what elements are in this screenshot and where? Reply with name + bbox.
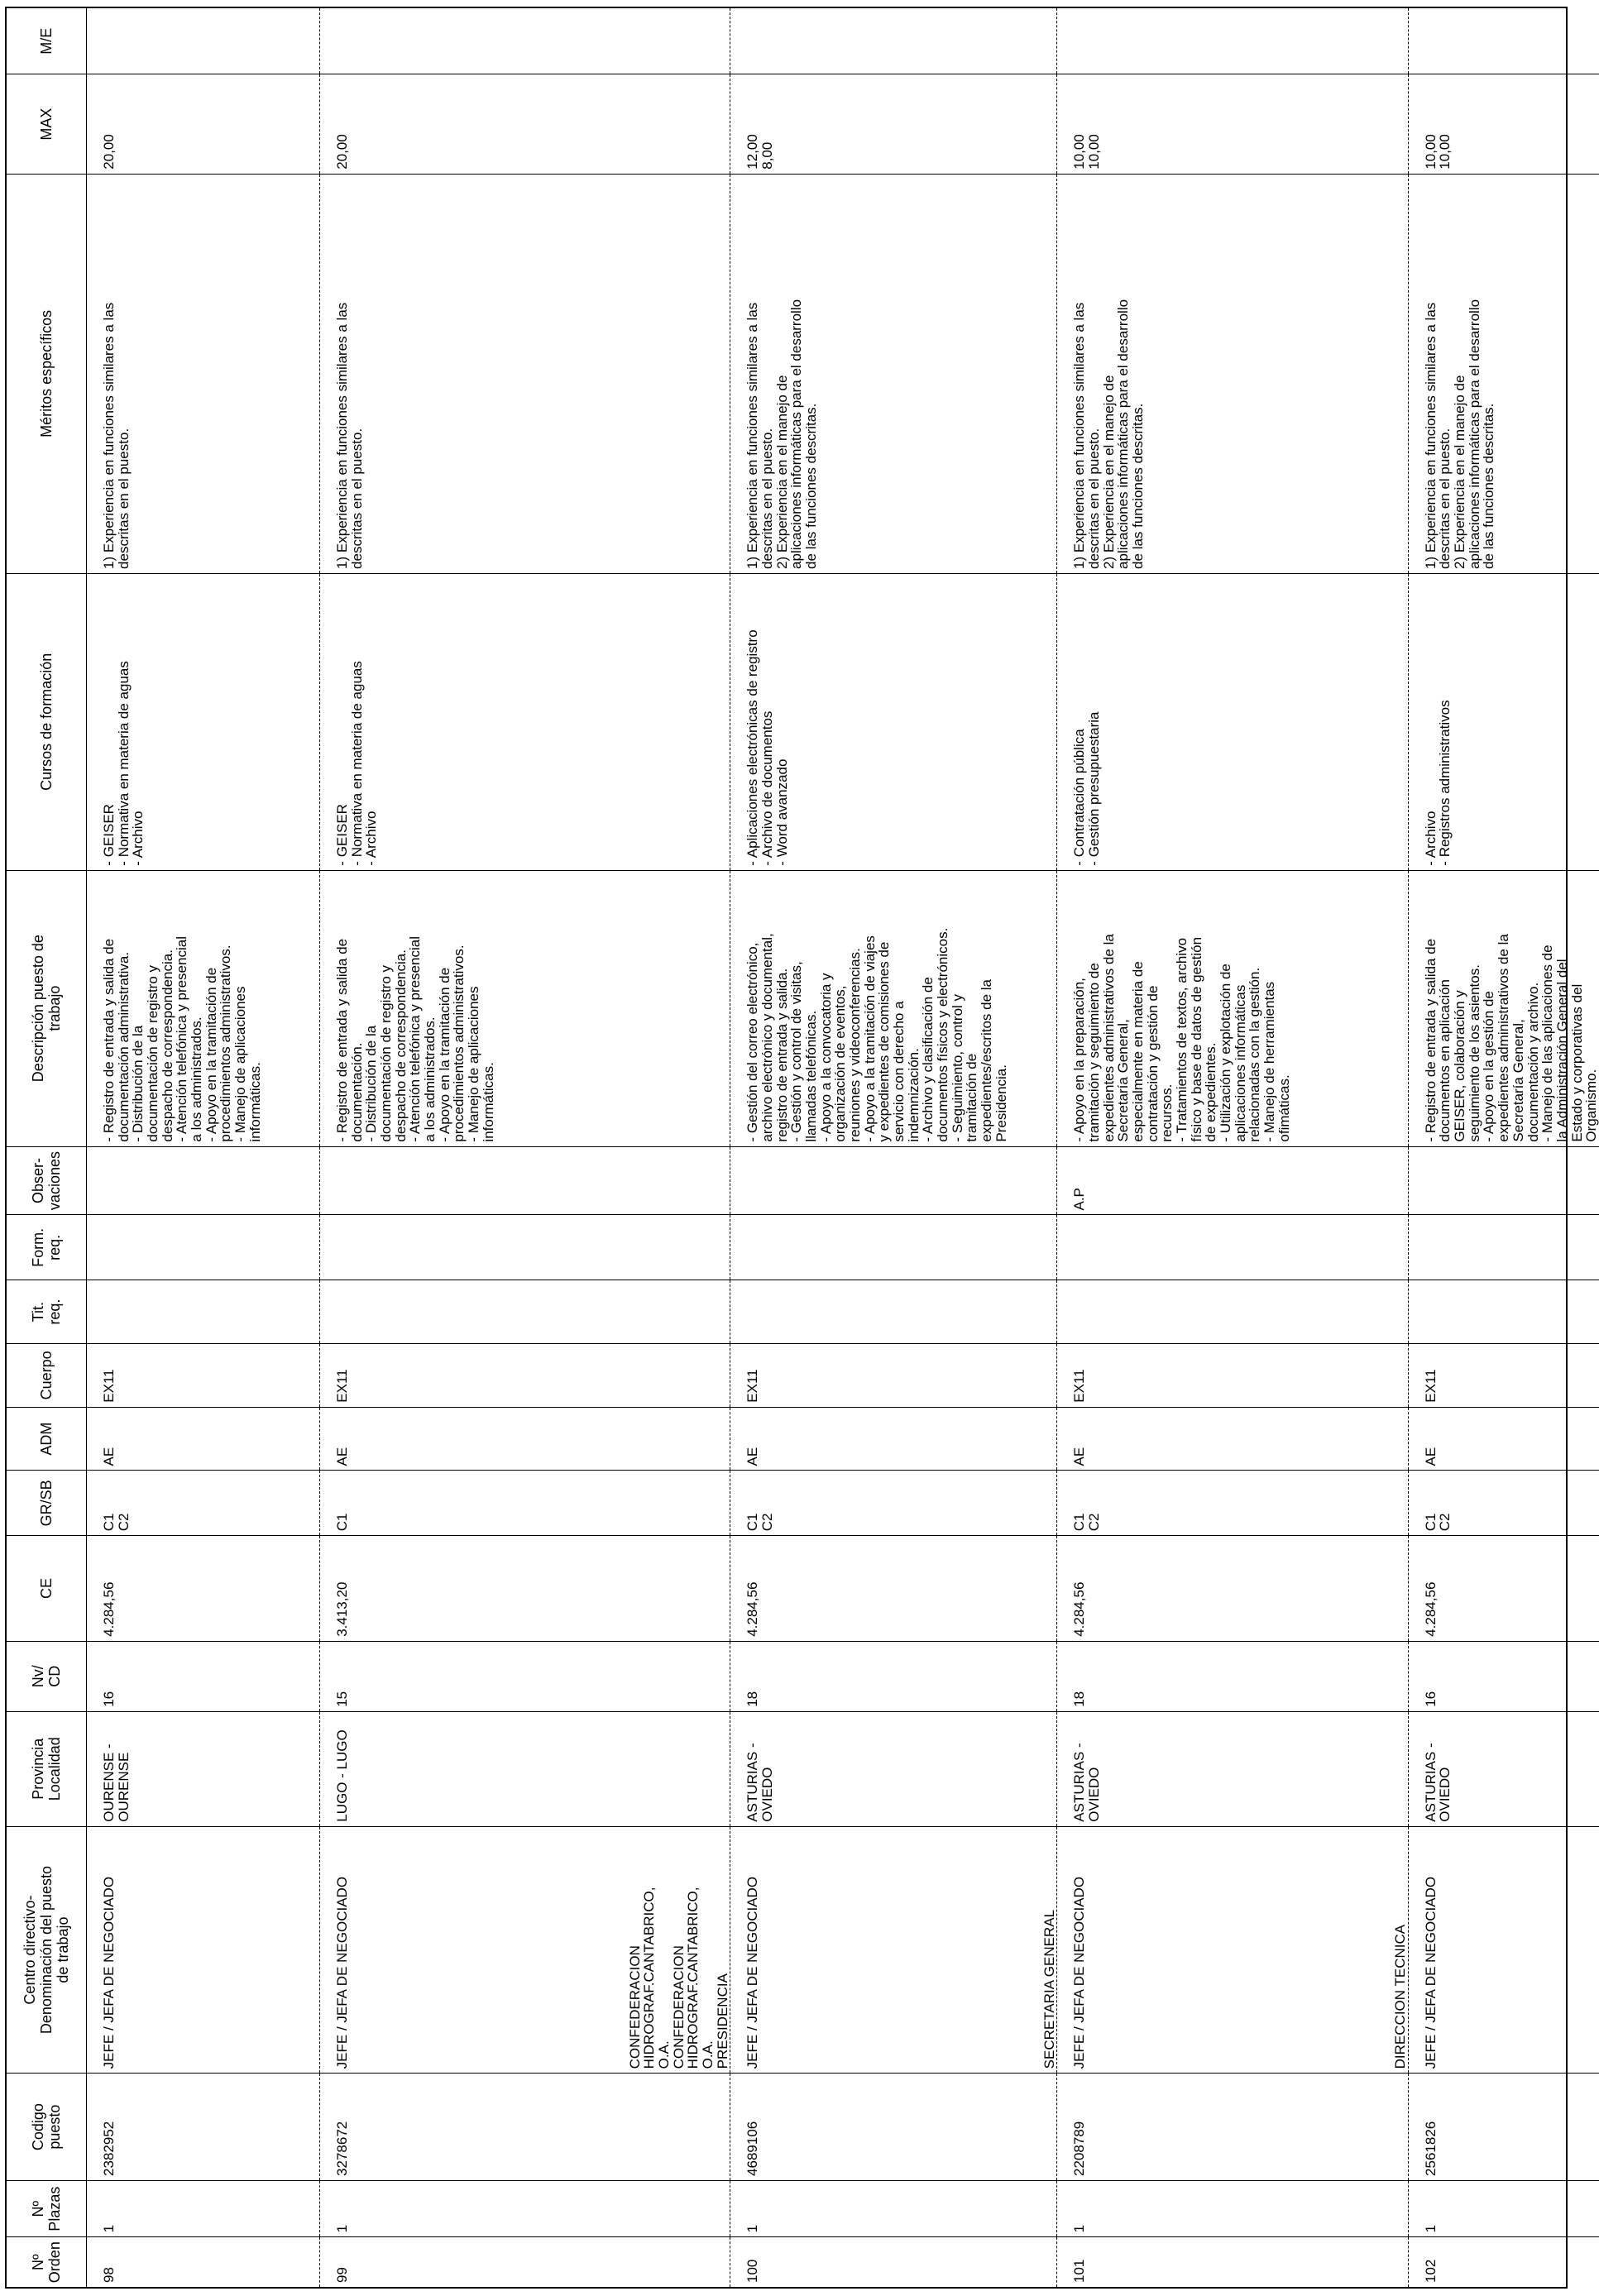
unit-cell-provincia <box>1360 1711 1409 1826</box>
rotated-table-frame <box>5 7 1599 2289</box>
cell-nivel <box>320 1641 628 1711</box>
cell-adm-text: AE <box>101 1447 117 1466</box>
cell-codigo-text: 2208789 <box>1071 2121 1088 2176</box>
cell-plazas-text: 1 <box>1422 2224 1439 2233</box>
unit-cell-orden <box>1008 2237 1057 2287</box>
unit-cell-adm <box>1360 1407 1409 1471</box>
cell-provincia <box>1408 1711 1599 1826</box>
unit-cell-adm <box>628 1407 730 1471</box>
unit-cell-tit <box>628 1280 730 1344</box>
cell-adm <box>1408 1407 1599 1471</box>
cell-nivel <box>1408 1641 1599 1711</box>
unit-cell-codigo <box>1360 2074 1409 2181</box>
unit-cell-grsb <box>628 1471 730 1536</box>
cell-form <box>1057 1215 1360 1280</box>
cell-codigo <box>320 2074 628 2181</box>
unit-cell-puesto <box>1360 1826 1409 2074</box>
cell-descripcion <box>320 870 628 1146</box>
unit-cell-descripcion <box>628 870 730 1146</box>
cell-cuerpo-text: EX11 <box>744 1369 761 1403</box>
cell-puesto <box>1057 1826 1360 2074</box>
cell-plazas <box>320 2180 628 2236</box>
unit-row <box>1360 8 1409 2287</box>
cell-grsb-text: C1 C2 <box>744 1513 775 1532</box>
vacancy-table <box>7 8 1599 2287</box>
header-tit: Tit. req. <box>7 1280 87 1344</box>
cell-meritos <box>1057 174 1360 573</box>
unit-cell-meritos <box>1360 174 1409 573</box>
cell-orden <box>730 2237 1009 2287</box>
unit-cell-puesto <box>1008 1826 1057 2074</box>
cell-nivel-text: 16 <box>1422 1691 1439 1707</box>
cell-provincia <box>1057 1711 1360 1826</box>
cell-provincia <box>320 1711 628 1826</box>
header-cuerpo: Cuerpo <box>7 1344 87 1408</box>
cell-provincia <box>730 1711 1009 1826</box>
cell-tit <box>320 1280 628 1344</box>
cell-max <box>1408 74 1599 174</box>
unit-cell-descripcion <box>1360 870 1409 1146</box>
cell-orden-text: 102 <box>1422 2259 1439 2283</box>
cell-orden <box>1057 2237 1360 2287</box>
cell-adm <box>87 1407 320 1471</box>
unit-cell-meritos <box>628 174 730 573</box>
unit-cell-provincia <box>1008 1711 1057 1826</box>
cell-codigo <box>1408 2074 1599 2181</box>
cell-max-text: 10,00 10,00 <box>1422 134 1453 170</box>
unit-cell-tit <box>1008 1280 1057 1344</box>
header-meritos: Méritos específicos <box>7 174 87 573</box>
cell-puesto <box>730 1826 1009 2074</box>
unit-cell-form <box>1008 1215 1057 1280</box>
unit-cell-me <box>1008 8 1057 74</box>
unit-cell-orden <box>628 2237 730 2287</box>
cell-adm-text: AE <box>1071 1447 1088 1466</box>
unit-row <box>1008 8 1057 2287</box>
unit-cell-cuerpo <box>1360 1344 1409 1408</box>
cell-me <box>320 8 628 74</box>
unit-cell-obs <box>1008 1146 1057 1215</box>
unit-cell-tit <box>1360 1280 1409 1344</box>
unit-cell-form <box>1360 1215 1409 1280</box>
header-cursos: Cursos de formación <box>7 573 87 870</box>
header-grsb: GR/SB <box>7 1471 87 1536</box>
cell-puesto-text: JEFE / JEFA DE NEGOCIADO <box>1422 1876 1439 2069</box>
cell-puesto-text: JEFE / JEFA DE NEGOCIADO <box>1071 1876 1088 2069</box>
cell-puesto-text: JEFE / JEFA DE NEGOCIADO <box>334 1876 350 2069</box>
cell-descripcion-text: - Gestión del correo electrónico, archivo electrónico y documental, registro de entrada y salida. - Gestión y control de visitas, llamadas telefónicas. - Apoyo a la convocatoria y organización de eventos, reuniones y videoconferencias. - Apoyo a la tramitación de viajes y expedientes de comisiones de servicio con derecho a indemnización. - Archivo y clasificación de documentos físicos y electrónicos. - Seguimiento, control y tramitación de expedientes/escritos de la Presidencia. <box>744 927 1009 1142</box>
cell-cuerpo-text: EX11 <box>101 1369 117 1403</box>
cell-ce-text: 4.284,56 <box>101 1581 117 1637</box>
cell-adm <box>730 1407 1009 1471</box>
unit-cell-nivel <box>1008 1641 1057 1711</box>
header-max: MAX <box>7 74 87 174</box>
cell-me <box>87 8 320 74</box>
unit-label: DIRECCION TECNICA <box>1392 1924 1409 2069</box>
header-me: M/E <box>7 8 87 74</box>
cell-adm-text: AE <box>1422 1447 1439 1466</box>
cell-nivel <box>1057 1641 1360 1711</box>
cell-descripcion-text: - Registro de entrada y salida de documentación administrativa. - Distribución de la documentación de registro y despacho de correspondencia. - Atención telefónica y presencial a los administrados. - Apoyo en la tramitación de procedimientos administrativos. - Manejo de aplicaciones informáticas. <box>101 936 263 1142</box>
cell-codigo-text: 2382952 <box>101 2121 117 2176</box>
table-row <box>87 8 320 2287</box>
cell-tit <box>87 1280 320 1344</box>
cell-descripcion-text: - Apoyo en la preparación, tramitación y seguimiento de expedientes administrativos de la Secretaría General, especialmente en materia de contratación y gestión de recursos. - Tratamientos de textos, archivo físico y base de datos de gestión de expedientes. - Utilización y explotación de aplicaciones informáticas relacionadas con la gestión. - Manejo de herramientas ofimáticas. <box>1071 934 1292 1142</box>
unit-cell-cuerpo <box>1008 1344 1057 1408</box>
cell-cuerpo-text: EX11 <box>1422 1369 1439 1403</box>
cell-grsb-text: C1 C2 <box>1422 1513 1453 1532</box>
cell-orden <box>1408 2237 1599 2287</box>
cell-codigo-text: 4689106 <box>744 2121 761 2176</box>
cell-max <box>1057 74 1360 174</box>
cell-plazas-text: 1 <box>1071 2224 1088 2233</box>
cell-cursos <box>1408 573 1599 870</box>
cell-plazas <box>87 2180 320 2236</box>
unit-label: SECRETARIA GENERAL <box>1041 1909 1057 2069</box>
cell-nivel <box>87 1641 320 1711</box>
cell-form <box>320 1215 628 1280</box>
cell-provincia-text: LUGO - LUGO <box>334 1729 350 1822</box>
cell-ce-text: 3.413,20 <box>334 1581 350 1637</box>
cell-ce-text: 4.284,56 <box>744 1581 761 1637</box>
cell-grsb <box>87 1471 320 1536</box>
cell-meritos <box>1408 174 1599 573</box>
header-orden: Nº Orden <box>7 2237 87 2287</box>
cell-plazas-text: 1 <box>334 2224 350 2233</box>
cell-ce-text: 4.284,56 <box>1422 1581 1439 1637</box>
cell-meritos <box>87 174 320 573</box>
cell-cuerpo <box>1408 1344 1599 1408</box>
cell-max <box>320 74 628 174</box>
cell-form <box>1408 1215 1599 1280</box>
cell-plazas-text: 1 <box>744 2224 761 2233</box>
cell-max <box>730 74 1009 174</box>
cell-grsb-text: C1 C2 <box>1071 1513 1102 1532</box>
unit-cell-plazas <box>1008 2180 1057 2236</box>
unit-row <box>628 8 730 2287</box>
unit-cell-max <box>1360 74 1409 174</box>
header-ce: CE <box>7 1536 87 1642</box>
unit-cell-obs <box>1360 1146 1409 1215</box>
cell-meritos-text: 1) Experiencia en funciones similares a las descritas en el puesto. 2) Experiencia en el manejo de aplicaciones informáticas para el desarrollo de las funciones descritas. <box>1422 299 1497 569</box>
cell-obs <box>320 1146 628 1215</box>
cell-me <box>1057 8 1360 74</box>
cell-max <box>87 74 320 174</box>
unit-cell-grsb <box>1360 1471 1409 1536</box>
unit-cell-puesto <box>628 1826 730 2074</box>
unit-cell-max <box>628 74 730 174</box>
cell-form <box>87 1215 320 1280</box>
cell-cursos-text: - Contratación pública - Gestión presupuestaria <box>1071 711 1102 866</box>
cell-provincia-text: OURENSE - OURENSE <box>101 1744 132 1822</box>
unit-cell-cursos <box>628 573 730 870</box>
cell-descripcion <box>730 870 1009 1146</box>
cell-codigo <box>1057 2074 1360 2181</box>
cell-obs <box>87 1146 320 1215</box>
cell-nivel-text: 15 <box>334 1691 350 1707</box>
cell-puesto-text: JEFE / JEFA DE NEGOCIADO <box>744 1876 761 2069</box>
table-row <box>1408 8 1599 2287</box>
header-descripcion: Descripción puesto de trabajo <box>7 870 87 1146</box>
unit-cell-cursos <box>1008 573 1057 870</box>
cell-puesto-text: JEFE / JEFA DE NEGOCIADO <box>101 1876 117 2069</box>
cell-form <box>730 1215 1009 1280</box>
cell-puesto <box>87 1826 320 2074</box>
cell-nivel-text: 18 <box>744 1691 761 1707</box>
header-row <box>7 8 87 2287</box>
cell-orden-text: 100 <box>744 2259 761 2283</box>
cell-me <box>1408 8 1599 74</box>
header-codigo: Codigo puesto <box>7 2074 87 2181</box>
unit-cell-max <box>1008 74 1057 174</box>
cell-plazas <box>1408 2180 1599 2236</box>
unit-cell-form <box>628 1215 730 1280</box>
cell-ce <box>320 1536 628 1642</box>
cell-codigo <box>87 2074 320 2181</box>
unit-cell-ce <box>628 1536 730 1642</box>
cell-ce <box>1408 1536 1599 1642</box>
cell-cursos <box>320 573 628 870</box>
cell-descripcion-text: - Registro de entrada y salida de documentos en aplicación GEISER, colaboración y seguimiento de los asientos. - Apoyo en la gestión de expedientes administrativos de la Secretaría General, documentación y archivo. - Manejo de las aplicaciones de la Administración General del Estado y corporativas del Organismo. <box>1422 934 1599 1142</box>
cell-meritos-text: 1) Experiencia en funciones similares a las descritas en el puesto. <box>101 302 132 569</box>
header-form: Form. req. <box>7 1215 87 1280</box>
cell-adm <box>1057 1407 1360 1471</box>
unit-cell-obs <box>628 1146 730 1215</box>
unit-cell-codigo <box>1008 2074 1057 2181</box>
unit-cell-cursos <box>1360 573 1409 870</box>
cell-nivel-text: 18 <box>1071 1691 1088 1707</box>
cell-max-text: 12,00 8,00 <box>744 134 775 170</box>
header-adm: ADM <box>7 1407 87 1471</box>
cell-obs <box>1408 1146 1599 1215</box>
header-provincia: Provincia Localidad <box>7 1711 87 1826</box>
cell-cuerpo <box>320 1344 628 1408</box>
unit-cell-cuerpo <box>628 1344 730 1408</box>
unit-cell-nivel <box>1360 1641 1409 1711</box>
cell-grsb <box>730 1471 1009 1536</box>
unit-cell-orden <box>1360 2237 1409 2287</box>
cell-obs <box>730 1146 1009 1215</box>
cell-ce-text: 4.284,56 <box>1071 1581 1088 1637</box>
cell-adm-text: AE <box>334 1447 350 1466</box>
cell-descripcion <box>1057 870 1360 1146</box>
cell-meritos-text: 1) Experiencia en funciones similares a las descritas en el puesto. <box>334 302 365 569</box>
cell-plazas <box>730 2180 1009 2236</box>
table-row <box>730 8 1009 2287</box>
cell-ce <box>87 1536 320 1642</box>
cell-nivel-text: 16 <box>101 1691 117 1707</box>
unit-cell-me <box>628 8 730 74</box>
cell-cursos <box>1057 573 1360 870</box>
cell-puesto <box>1408 1826 1599 2074</box>
cell-descripcion-text: - Registro de entrada y salida de documentación. - Distribución de la documentación de registro y despacho de correspondencia. - Atención telefónica y presencial a los administrados. - Apoyo en la tramitación de procedimientos administrativos. - Manejo de aplicaciones informáticas. <box>334 936 496 1142</box>
unit-cell-codigo <box>628 2074 730 2181</box>
cell-orden-text: 101 <box>1071 2259 1088 2283</box>
cell-grsb <box>320 1471 628 1536</box>
cell-meritos <box>320 174 628 573</box>
unit-cell-meritos <box>1008 174 1057 573</box>
cell-nivel <box>730 1641 1009 1711</box>
cell-cursos <box>730 573 1009 870</box>
unit-cell-me <box>1360 8 1409 74</box>
header-plazas: Nº Plazas <box>7 2180 87 2236</box>
cell-cursos-text: - GEISER - Normativa en materia de aguas - Archivo <box>101 661 146 866</box>
cell-provincia-text: ASTURIAS - OVIEDO <box>1422 1743 1453 1822</box>
cell-provincia-text: ASTURIAS - OVIEDO <box>744 1743 775 1822</box>
table-row <box>1057 8 1360 2287</box>
cell-orden <box>320 2237 628 2287</box>
cell-descripcion <box>87 870 320 1146</box>
cell-codigo <box>730 2074 1009 2181</box>
cell-grsb-text: C1 <box>334 1513 350 1532</box>
cell-cursos <box>87 573 320 870</box>
cell-orden <box>87 2237 320 2287</box>
unit-cell-plazas <box>628 2180 730 2236</box>
cell-meritos <box>730 174 1009 573</box>
cell-orden-text: 98 <box>101 2267 117 2283</box>
cell-descripcion <box>1408 870 1599 1146</box>
cell-codigo-text: 3278672 <box>334 2121 350 2176</box>
cell-cursos-text: - Aplicaciones electrónicas de registro - Archivo de documentos - Word avanzado <box>744 629 790 866</box>
cell-provincia-text: ASTURIAS - OVIEDO <box>1071 1743 1102 1822</box>
cell-obs <box>1057 1146 1360 1215</box>
cell-codigo-text: 2561826 <box>1422 2121 1439 2176</box>
cell-provincia <box>87 1711 320 1826</box>
cell-me <box>730 8 1009 74</box>
cell-tit <box>1057 1280 1360 1344</box>
unit-cell-ce <box>1008 1536 1057 1642</box>
cell-meritos-text: 1) Experiencia en funciones similares a las descritas en el puesto. 2) Experiencia en el manejo de aplicaciones informáticas para el desarrollo de las funciones descritas. <box>1071 299 1146 569</box>
cell-grsb <box>1057 1471 1360 1536</box>
unit-cell-provincia <box>628 1711 730 1826</box>
table-body <box>87 8 1599 2287</box>
unit-cell-nivel <box>628 1641 730 1711</box>
cell-max-text: 20,00 <box>334 134 350 170</box>
cell-plazas-text: 1 <box>101 2224 117 2233</box>
table-row <box>320 8 628 2287</box>
cell-cuerpo <box>730 1344 1009 1408</box>
cell-ce <box>1057 1536 1360 1642</box>
header-obs: Obser- vaciones <box>7 1146 87 1215</box>
unit-label: CONFEDERACION HIDROGRAF.CANTABRICO, O.A. <box>670 1887 716 2069</box>
cell-cuerpo-text: EX11 <box>334 1369 350 1403</box>
cell-ce <box>730 1536 1009 1642</box>
cell-grsb-text: C1 C2 <box>101 1513 132 1532</box>
cell-cuerpo <box>1057 1344 1360 1408</box>
cell-meritos-text: 1) Experiencia en funciones similares a las descritas en el puesto. 2) Experiencia en el manejo de aplicaciones informáticas para el desarrollo de las funciones descritas. <box>744 299 819 569</box>
cell-cursos-text: - Archivo - Registros administrativos <box>1422 700 1453 866</box>
unit-label: PRESIDENCIA <box>714 1973 730 2069</box>
cell-adm-text: AE <box>744 1447 761 1466</box>
unit-cell-ce <box>1360 1536 1409 1642</box>
cell-obs-text: A.P <box>1071 1188 1088 1211</box>
header-centro: Centro directivo- Denominación del puesto de trabajo <box>7 1826 87 2074</box>
cell-cuerpo <box>87 1344 320 1408</box>
cell-tit <box>730 1280 1009 1344</box>
cell-max-text: 10,00 10,00 <box>1071 134 1102 170</box>
cell-plazas <box>1057 2180 1360 2236</box>
cell-tit <box>1408 1280 1599 1344</box>
unit-cell-plazas <box>1360 2180 1409 2236</box>
unit-cell-descripcion <box>1008 870 1057 1146</box>
cell-orden-text: 99 <box>334 2267 350 2283</box>
unit-cell-grsb <box>1008 1471 1057 1536</box>
header-nivel: Nv/ CD <box>7 1641 87 1711</box>
unit-cell-adm <box>1008 1407 1057 1471</box>
cell-adm <box>320 1407 628 1471</box>
cell-max-text: 20,00 <box>101 134 117 170</box>
cell-cursos-text: - GEISER - Normativa en materia de aguas - Archivo <box>334 661 380 866</box>
cell-puesto <box>320 1826 628 2074</box>
unit-label: CONFEDERACION HIDROGRAF.CANTABRICO, O.A. <box>626 1887 672 2069</box>
cell-grsb <box>1408 1471 1599 1536</box>
cell-cuerpo-text: EX11 <box>1071 1369 1088 1403</box>
